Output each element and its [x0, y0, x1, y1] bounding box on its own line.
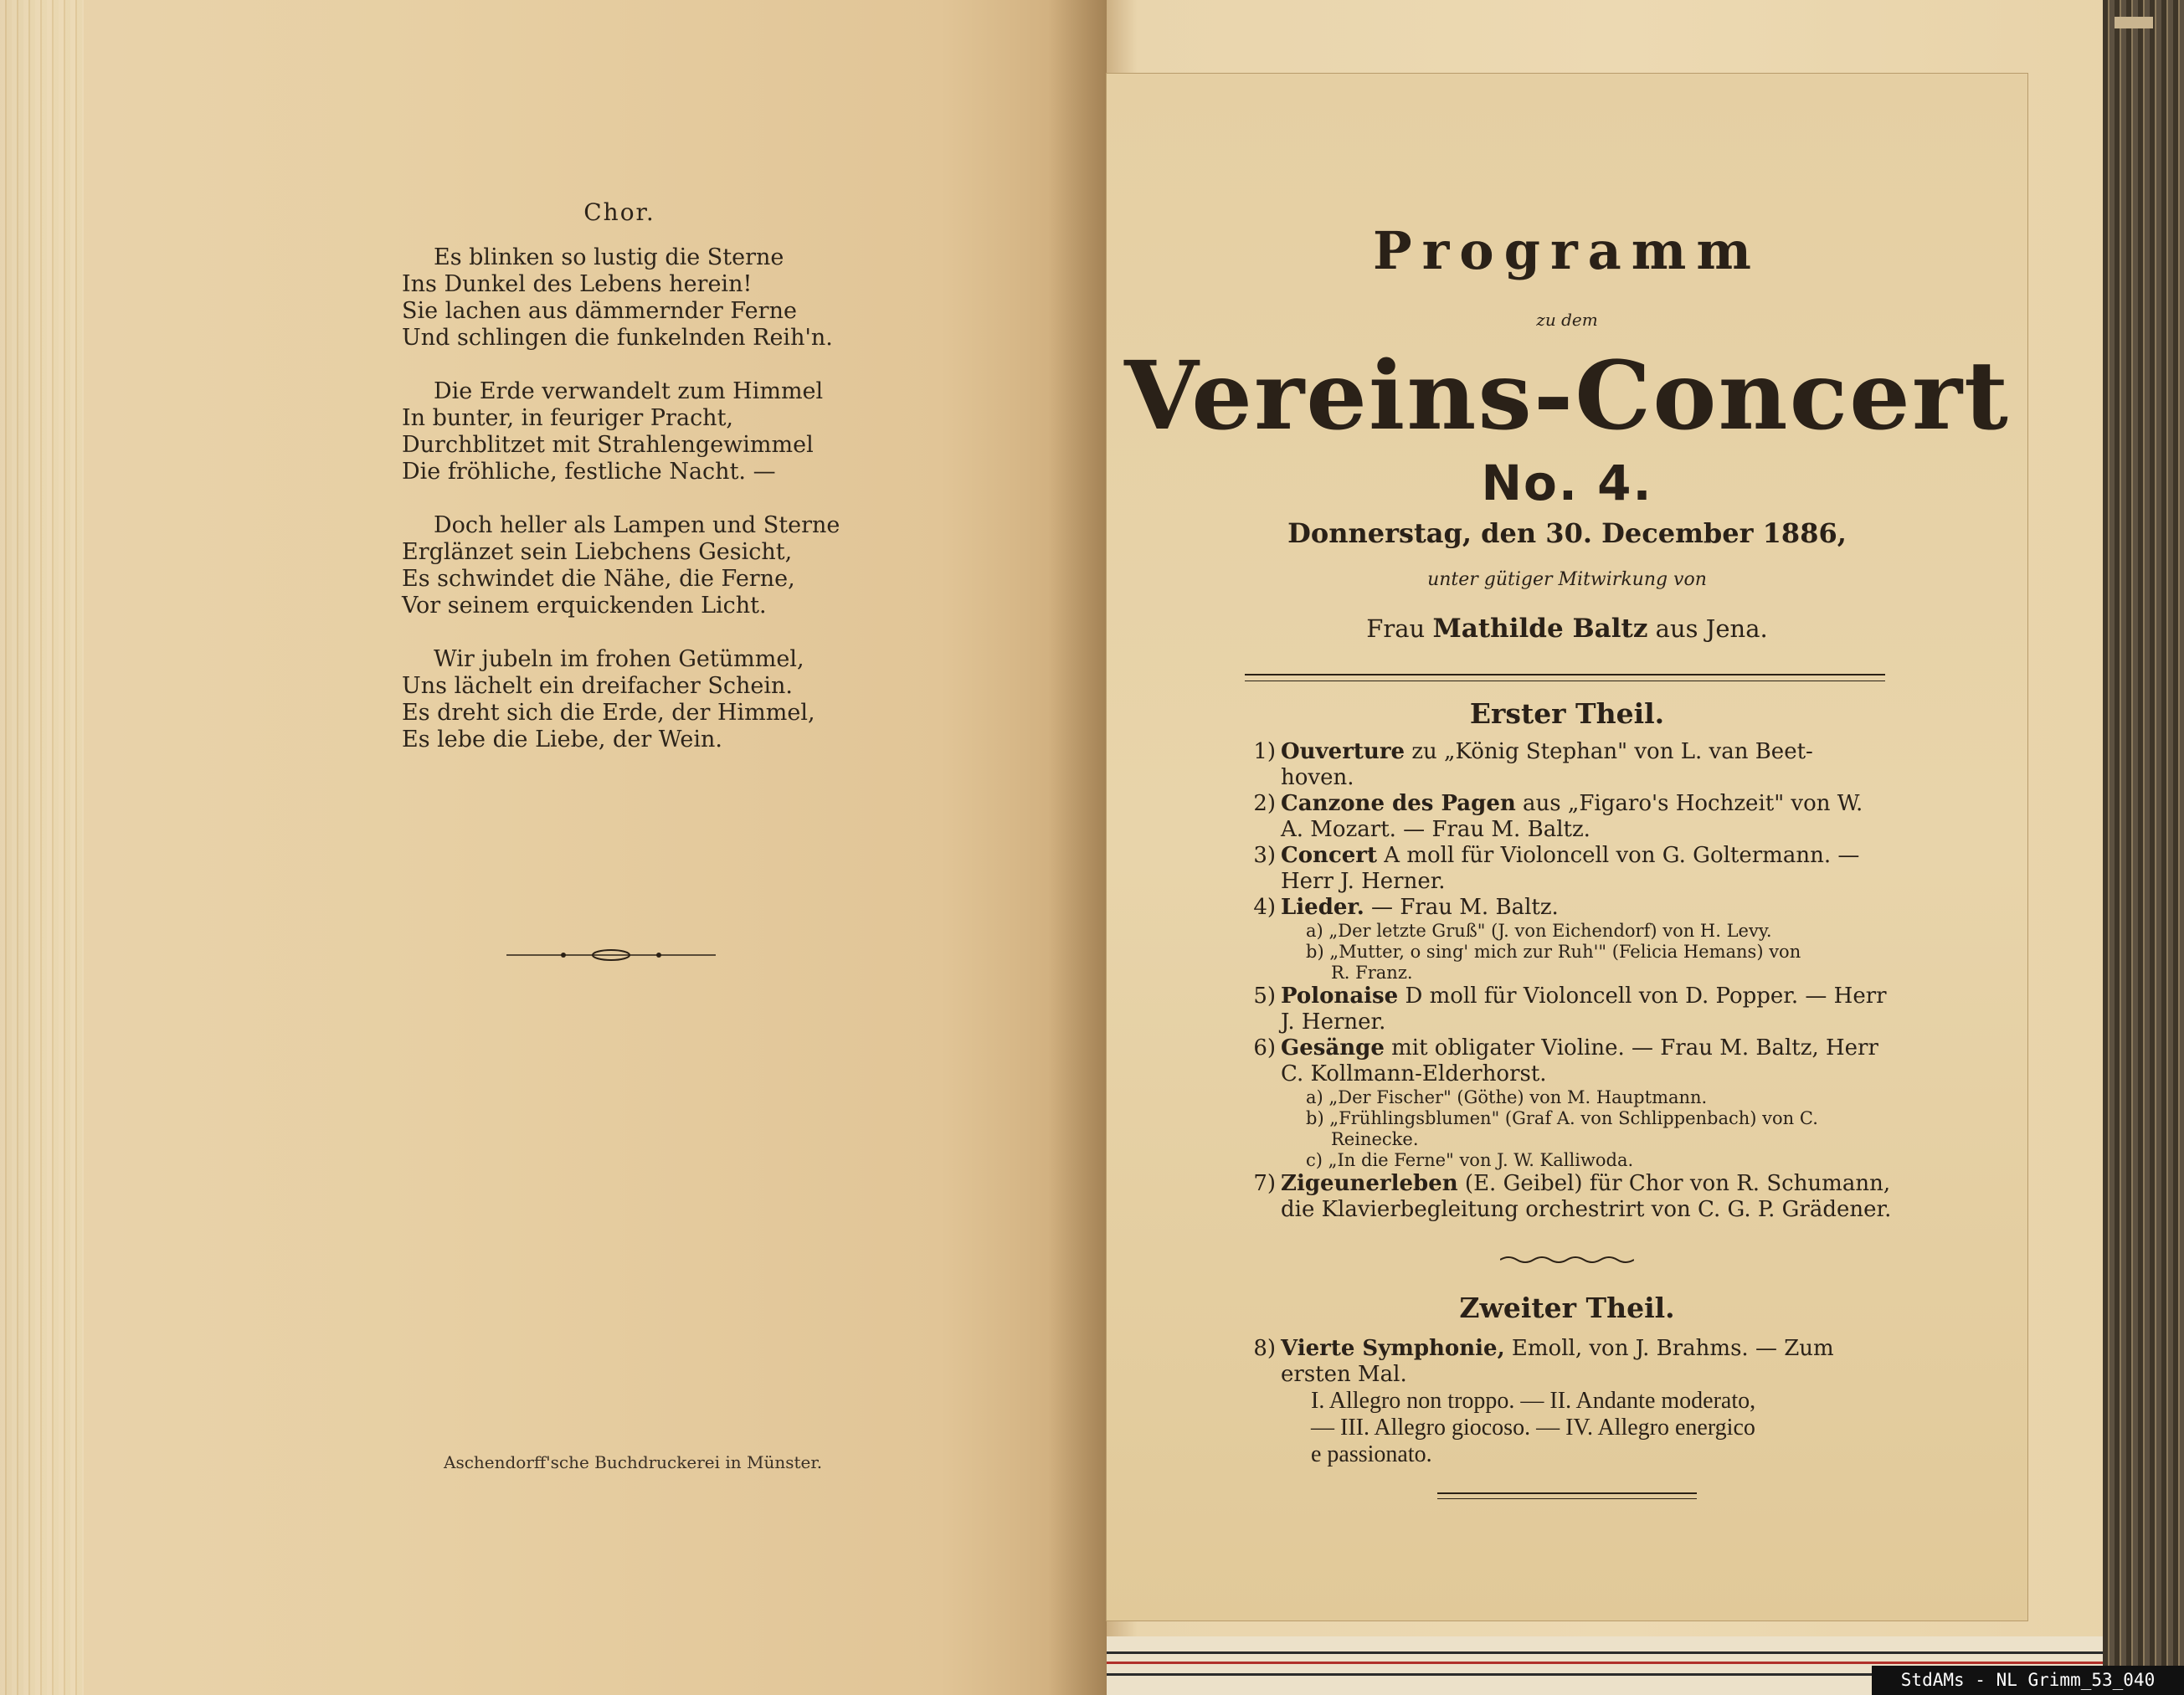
poem-line: Vor seinem erquickenden Licht.	[402, 593, 767, 619]
item-first-line	[1281, 1171, 1902, 1197]
item-continuation: die Klavierbegleitung orchestrirt von C. G. P. Grädener.	[1281, 1197, 1892, 1222]
item-first-line	[1281, 895, 1902, 921]
item-first-line	[1281, 984, 1902, 1009]
stanza	[402, 512, 840, 619]
poem-line: Es dreht sich die Erde, der Himmel,	[402, 700, 815, 726]
item-work: Lieder.	[1281, 895, 1364, 920]
movement-line: — III. Allegro giocoso. — IV. Allegro energico	[1311, 1415, 1755, 1441]
sub-item-line: b) „Mutter, o sing' mich zur Ruh'" (Felicia Hemans) von	[1306, 942, 1801, 962]
item-continuation: C. Kollmann-Elderhorst.	[1281, 1061, 1547, 1086]
item-text: A moll für Violoncell von G. Goltermann. —	[1377, 843, 1860, 868]
item-number: 2)	[1253, 791, 1276, 816]
printer-imprint: Aschendorff'sche Buchdruckerei in Münster.	[444, 1452, 823, 1472]
item-number: 5)	[1253, 984, 1276, 1009]
stanza	[402, 378, 837, 485]
poem	[402, 198, 840, 780]
footer-rule	[1437, 1492, 1697, 1499]
poem-line: Es schwindet die Nähe, die Ferne,	[402, 566, 795, 592]
stanza	[402, 646, 837, 753]
sub-item-line: Reinecke.	[1331, 1129, 1419, 1149]
movements	[1281, 1388, 1902, 1468]
poem-line: Es blinken so lustig die Sterne	[434, 244, 784, 270]
ornament-divider-icon	[506, 946, 716, 964]
item-number: 3)	[1253, 843, 1276, 868]
programme	[1107, 74, 2027, 1621]
programme-item	[1241, 791, 1902, 843]
item-text: zu „König Stephan" von L. van Beet-	[1405, 739, 1813, 764]
zu-dem: zu dem	[1536, 310, 1598, 330]
mitwirkung-line: unter gütiger Mitwirkung von	[1427, 569, 1707, 590]
programme-item	[1241, 895, 1902, 984]
item-work: Polonaise	[1281, 984, 1399, 1009]
sub-item-line: R. Franz.	[1331, 963, 1413, 983]
programme-item	[1241, 1336, 1902, 1468]
poem-line: Ins Dunkel des Lebens herein!	[402, 271, 753, 297]
item-continuation: Herr J. Herner.	[1281, 869, 1446, 894]
item-first-line	[1281, 1336, 1902, 1362]
item-text: Emoll, von J. Brahms. — Zum	[1504, 1336, 1834, 1361]
sub-item	[1281, 942, 1902, 984]
gutter-shadow	[1048, 0, 1107, 1695]
item-text: mit obligater Violine. — Frau M. Baltz, Herr	[1384, 1035, 1878, 1061]
part2-list	[1241, 1336, 1902, 1468]
guest-prefix: Frau	[1366, 614, 1426, 643]
page-edges	[0, 0, 84, 1695]
item-continuation: hoven.	[1281, 765, 1354, 790]
item-number: 8)	[1253, 1336, 1276, 1361]
programme-item	[1241, 984, 1902, 1035]
sub-item	[1281, 1087, 1902, 1108]
poem-line: Und schlingen die funkelnden Reih'n.	[402, 325, 833, 351]
programme-item	[1241, 843, 1902, 895]
item-continuation: J. Herner.	[1281, 1009, 1386, 1035]
strip-rule	[1107, 1662, 2103, 1664]
item-first-line	[1281, 843, 1902, 869]
concert-number: No. 4.	[1481, 455, 1653, 511]
item-text: D moll für Violoncell von D. Popper. — Herr	[1398, 984, 1887, 1009]
programme-item	[1241, 739, 1902, 791]
item-first-line	[1281, 791, 1902, 817]
poem-line: Uns lächelt ein dreifacher Schein.	[402, 673, 793, 699]
movement-line: e passionato.	[1311, 1441, 1432, 1467]
poem-line: Die Erde verwandelt zum Himmel	[434, 378, 824, 404]
item-continuation: A. Mozart. — Frau M. Baltz.	[1281, 817, 1590, 842]
item-first-line	[1281, 739, 1902, 765]
poem-line: Durchblitzet mit Strahlengewimmel	[402, 432, 814, 458]
poem-line: Erglänzet sein Liebchens Gesicht,	[402, 539, 793, 565]
strip-rule	[1107, 1651, 2103, 1654]
sub-item-line: a) „Der Fischer" (Göthe) von M. Hauptmann.	[1306, 1087, 1708, 1107]
item-work: Ouverture	[1281, 739, 1405, 764]
sub-item	[1281, 1108, 1902, 1150]
poem-line: Es lebe die Liebe, der Wein.	[402, 727, 722, 752]
poem-title: Chor.	[583, 198, 655, 226]
item-text: aus „Figaro's Hochzeit" von W.	[1515, 791, 1863, 816]
programme-item	[1241, 1035, 1902, 1171]
part1-title: Erster Theil.	[1469, 697, 1665, 730]
poem-line: In bunter, in feuriger Pracht,	[402, 405, 734, 431]
sub-item-line: a) „Der letzte Gruß" (J. von Eichendorf) von H. Levy.	[1306, 921, 1772, 941]
guest-suffix: aus Jena.	[1655, 614, 1768, 643]
item-work: Gesänge	[1281, 1035, 1385, 1061]
stanza	[402, 244, 837, 352]
archive-signature: StdAMs - NL Grimm_53_040	[1872, 1666, 2184, 1695]
guest-name: Mathilde Baltz	[1432, 614, 1648, 644]
guest-line	[1107, 614, 2027, 644]
item-number: 7)	[1253, 1171, 1276, 1196]
item-continuation: ersten Mal.	[1281, 1362, 1407, 1387]
shelf-tab	[2115, 17, 2153, 28]
item-text: — Frau M. Baltz.	[1364, 895, 1559, 920]
wave-divider-icon	[1500, 1254, 1634, 1266]
poem-line: Die fröhliche, festliche Nacht. —	[402, 459, 776, 485]
concert-title: Vereins-Concert	[1124, 342, 2010, 451]
book-board	[2103, 0, 2184, 1695]
item-first-line	[1281, 1035, 1902, 1061]
movement-line: I. Allegro non troppo. — II. Andante moderato,	[1311, 1388, 1756, 1414]
sub-item-line: c) „In die Ferne" von J. W. Kalliwoda.	[1306, 1150, 1634, 1170]
poem-line: Wir jubeln im frohen Getümmel,	[434, 646, 804, 672]
poem-line: Sie lachen aus dämmernder Ferne	[402, 298, 797, 324]
programme-title: Programm	[1372, 220, 1762, 281]
sub-item	[1281, 921, 1902, 942]
item-number: 1)	[1253, 739, 1276, 764]
concert-date: Donnerstag, den 30. December 1886,	[1287, 517, 1847, 549]
header-rule	[1245, 674, 1885, 681]
item-number: 4)	[1253, 895, 1276, 920]
poem-line: Doch heller als Lampen und Sterne	[434, 512, 840, 538]
part1-list	[1241, 739, 1902, 1223]
item-work: Vierte Symphonie,	[1281, 1336, 1505, 1361]
sub-item-line: b) „Frühlingsblumen" (Graf A. von Schlippenbach) von C.	[1306, 1108, 1818, 1128]
item-work: Concert	[1281, 843, 1378, 868]
item-number: 6)	[1253, 1035, 1276, 1061]
item-work: Zigeunerleben	[1281, 1171, 1458, 1196]
item-text: (E. Geibel) für Chor von R. Schumann,	[1457, 1171, 1891, 1196]
sub-item	[1281, 1150, 1902, 1171]
programme-item	[1241, 1171, 1902, 1223]
item-work: Canzone des Pagen	[1281, 791, 1516, 816]
part2-title: Zweiter Theil.	[1459, 1292, 1675, 1324]
